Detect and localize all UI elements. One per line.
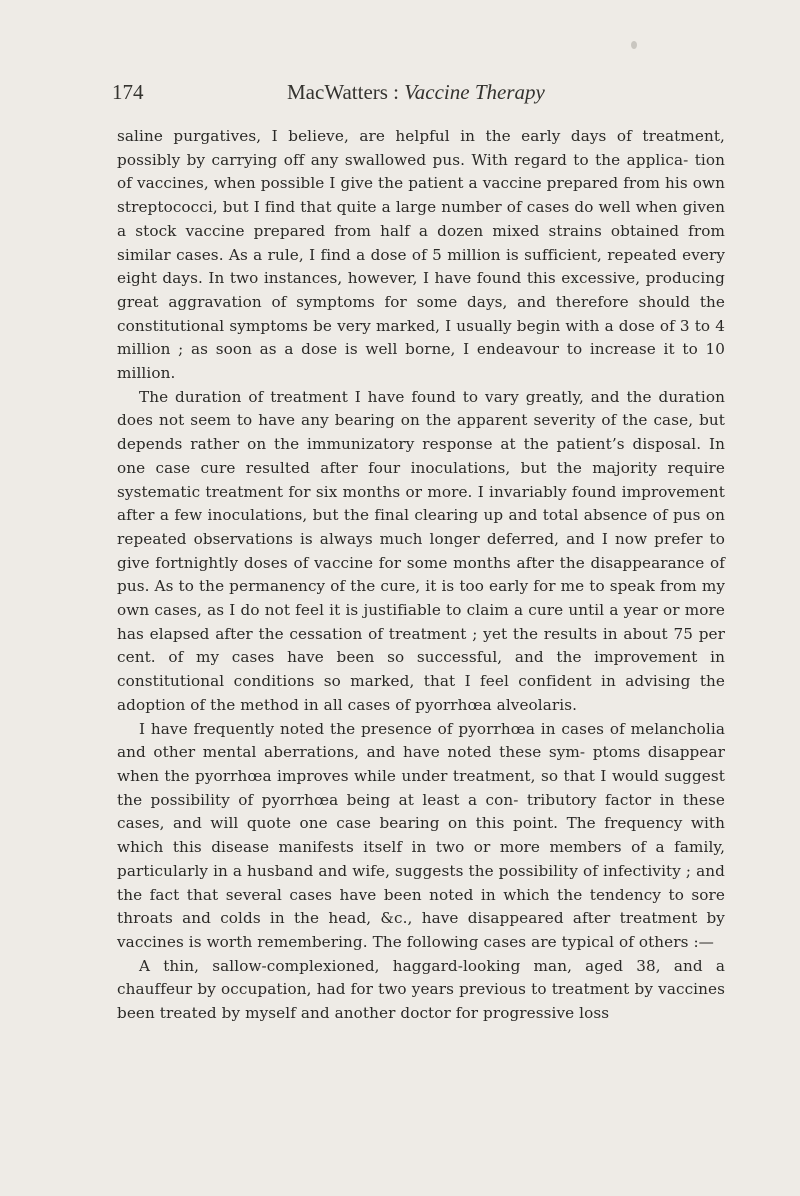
page-number: 174: [112, 80, 144, 104]
paper-blemish: [631, 41, 637, 49]
body-text: [117, 125, 725, 1026]
page-header: [112, 80, 712, 110]
running-head-author: MacWatters :: [287, 80, 400, 104]
paragraph-case-report: A thin, sallow-complexioned, haggard-looking man, aged 38, and a chauffeur by occupation, had for two years previous to treatment by vaccines been treated by myself and another doctor for progressive loss: [117, 956, 725, 1023]
paragraph-treatment-duration: The duration of treatment I have found to vary greatly, and the duration does not seem to have any bearing on the apparent severity of the case, but depends rather on the immunizatory response at the patient’s disposal. In one case cure resulted after four inoculations, but the majority require systematic treatment for six months or more. I invariably found improvement after a few inoculations, but the final clearing up and total absence of pus on repeated observations is always much longer deferred, and I now prefer to give fortnightly doses of vaccine for some months after the disappearance of pus. As to the permanency of the cure, it is too early for me to speak from my own cases, as I do not feel it is justifiable to claim a cure until a year or more has elapsed after the cessation of treatment ; yet the results in about 75 per cent. of my cases have been so successful, and the improvement in constitutional conditions so marked, that I feel confident in advising the adoption of the method in all cases of pyorrhœa alveolaris.: [117, 387, 725, 714]
running-head-title: Vaccine Therapy: [404, 80, 545, 104]
paragraph-continuation: saline purgatives, I believe, are helpful in the early days of treatment, possibly by carrying off any swallowed pus. With regard to the applica- tion of vaccines, when possible I give the patient a vaccine prepared from his own streptococci, but I find that quite a large number of cases do well when given a stock vaccine prepared from half a dozen mixed strains obtained from similar cases. As a rule, I find a dose of 5 million is sufficient, repeated every eight days. In two instances, however, I have found this excessive, producing great aggravation of symptoms for some days, and therefore should the constitutional symptoms be very marked, I usually begin with a dose of 3 to 4 million ; as soon as a dose is well borne, I endeavour to increase it to 10 million.: [117, 127, 725, 383]
running-head: [287, 80, 545, 105]
paragraph-melancholia: I have frequently noted the presence of pyorrhœa in cases of melancholia and other mental aberrations, and have noted these sym- ptoms disappear when the pyorrhœa improves while under treatment, so that I would suggest the possibility of pyorrhœa being at least a con- tributory factor in these cases, and will quote one case bearing on this point. The frequency with which this disease manifests itself in two or more members of a family, particularly in a husband and wife, suggests the possibility of infectivity ; and the fact that several cases have been noted in which the tendency to sore throats and colds in the head, &c., have disappeared after treatment by vaccines is worth remembering. The following cases are typical of others :—: [117, 719, 725, 951]
